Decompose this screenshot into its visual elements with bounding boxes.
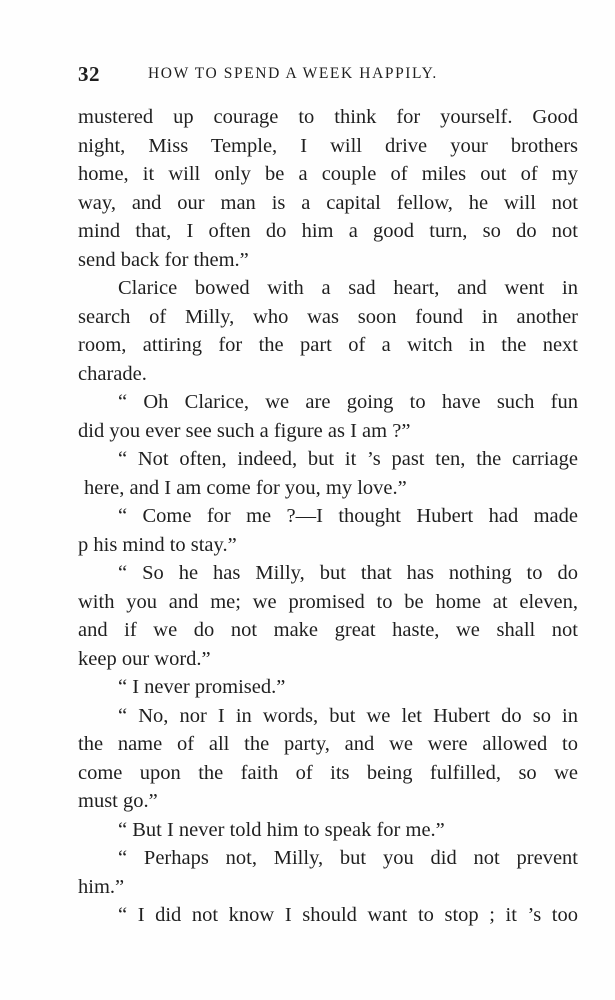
body-text (78, 103, 578, 930)
text-line: charade. (78, 362, 147, 385)
text-line: here, and I am come for you, my love.” (84, 476, 407, 499)
text-line: home, it will only be a couple of miles out of my (78, 163, 578, 185)
text-line: keep our word.” (78, 647, 211, 670)
text-line: him.” (78, 875, 125, 898)
text-line: room, attiring for the part of a witch in the next (78, 334, 578, 356)
text-line: come upon the faith of its being fulfilled, so we (78, 761, 578, 784)
text-line: “ No, nor I in words, but we let Hubert do so in (118, 704, 578, 727)
text-line: “ So he has Milly, but that has nothing to do (118, 562, 578, 584)
text-line: and if we do not make great haste, we shall not (78, 619, 578, 641)
text-line: “ But I never told him to speak for me.” (118, 818, 445, 841)
text-line: mustered up courage to think for yourself. Good (78, 106, 578, 128)
text-line: with you and me; we promised to be home at eleven, (78, 590, 578, 613)
text-line: must go.” (78, 790, 158, 812)
text-line: p his mind to stay.” (78, 533, 237, 556)
text-line: search of Milly, who was soon found in another (78, 305, 578, 328)
text-line: send back for them.” (78, 248, 249, 271)
text-line: mind that, I often do him a good turn, so do not (78, 220, 578, 242)
text-line: Clarice bowed with a sad heart, and went in (118, 277, 578, 299)
text-line: did you ever see such a figure as I am ?” (78, 419, 411, 442)
page-number: 32 (78, 62, 100, 86)
text-line: way, and our man is a capital fellow, he will not (78, 191, 578, 214)
text-line: the name of all the party, and we were allowed to (78, 733, 578, 755)
running-head (78, 62, 578, 88)
text-line: “ Oh Clarice, we are going to have such fun (118, 391, 578, 413)
running-title: HOW TO SPEND A WEEK HAPPILY. (148, 65, 438, 82)
text-line: “ Not often, indeed, but it ’s past ten, the carriage (118, 448, 578, 470)
text-line: night, Miss Temple, I will drive your brothers (78, 134, 578, 157)
text-line: “ Come for me ?—I thought Hubert had made (118, 505, 578, 527)
text-line: “ Perhaps not, Milly, but you did not prevent (118, 847, 578, 869)
text-line: “ I never promised.” (118, 676, 286, 698)
text-line: “ I did not know I should want to stop ; it ’s too (118, 904, 578, 926)
